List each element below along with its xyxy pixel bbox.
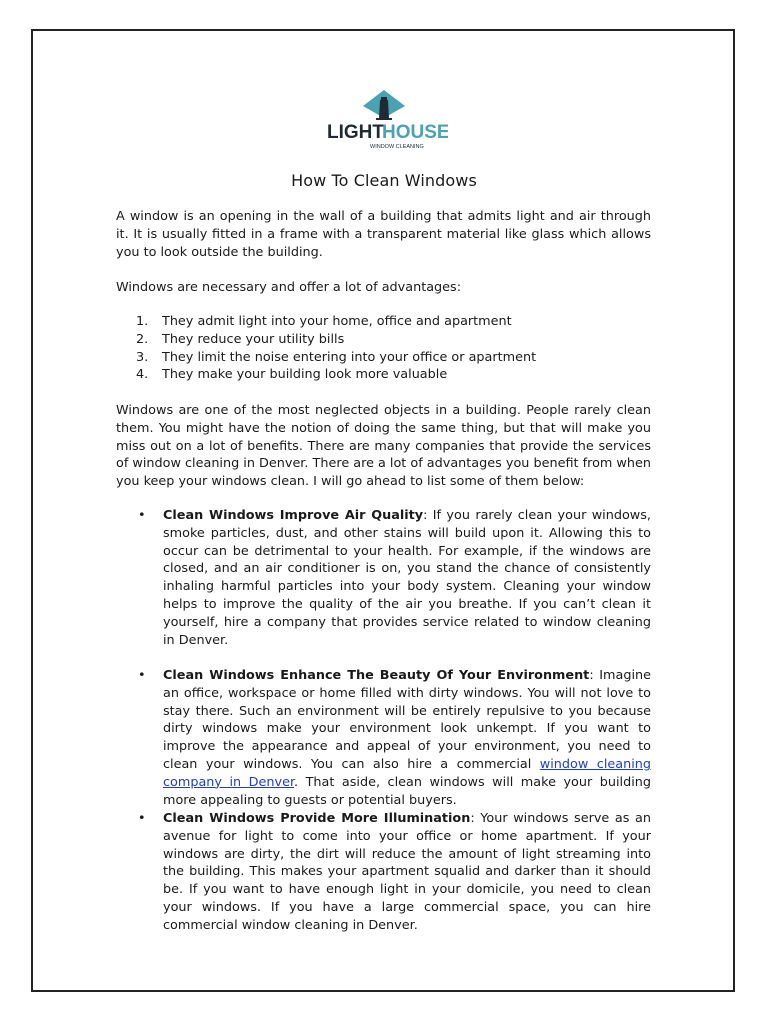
benefit-air-quality bbox=[163, 507, 651, 649]
bullet-icon: • bbox=[138, 668, 146, 683]
benefit-text-after-link: . That aside, clean windows will make your building more appealing to guests or potential buyers. bbox=[163, 774, 651, 808]
bullet-icon: • bbox=[138, 508, 146, 523]
list-text: They limit the noise entering into your office or apartment bbox=[162, 349, 537, 365]
benefit-illumination bbox=[163, 810, 651, 935]
advantages-lead: Windows are necessary and offer a lot of advantages: bbox=[116, 280, 462, 295]
logo-tagline: WINDOW CLEANING bbox=[370, 144, 424, 150]
benefit-heading: Clean Windows Improve Air Quality bbox=[163, 508, 424, 523]
logo-word-light: LIGHT bbox=[327, 122, 384, 143]
benefit-heading: Clean Windows Provide More Illumination bbox=[163, 811, 471, 826]
list-number: 3. bbox=[136, 349, 149, 365]
lighthouse-icon bbox=[320, 88, 448, 154]
list-text: They make your building look more valuable bbox=[162, 367, 448, 383]
list-item bbox=[136, 349, 536, 367]
list-number: 4. bbox=[136, 367, 149, 383]
list-item bbox=[136, 331, 536, 349]
list-item bbox=[136, 313, 536, 331]
advantages-list bbox=[136, 313, 536, 384]
list-text: They admit light into your home, office and apartment bbox=[162, 314, 512, 329]
intro-paragraph: A window is an opening in the wall of a building that admits light and air through it. It is usually fitted in a frame with a transparent material like glass which allows you to look outside the building. bbox=[116, 209, 651, 260]
benefit-beauty bbox=[163, 667, 651, 809]
neglected-paragraph: Windows are one of the most neglected objects in a building. People rarely clean them. You might have the notion of doing the same thing, but that will make you miss out on a lot of benefits. There are many companies that provide the services of window cleaning in Denver. There are a lot of advantages you benefit from when you keep your windows clean. I will go ahead to list some of them below: bbox=[116, 403, 651, 490]
benefit-text: : If you rarely clean your windows, smoke particles, dust, and other stains will build upon it. Allowing this to occur can be detrimental to your health. For example, if the windows are closed, and an air conditioner is on, you stand the chance of consistently inhaling harmful particles into your body system. Cleaning your window helps to improve the quality of the air you breathe. If you can’t clean it yourself, hire a company that provides service related to window cleaning in Denver. bbox=[163, 508, 651, 648]
list-number: 2. bbox=[136, 331, 149, 347]
benefit-heading: Clean Windows Enhance The Beauty Of Your Environment bbox=[163, 668, 590, 683]
list-number: 1. bbox=[136, 314, 149, 329]
bullet-icon: • bbox=[138, 811, 146, 826]
benefit-text: : Imagine an office, workspace or home filled with dirty windows. You will not love to stay there. Such an environment will be entirely repulsive to you because dirty windows make your environment look unkempt. If you want to improve the appearance and appeal of your environment, you need to clean your windows. You can also hire a commercial bbox=[163, 668, 652, 772]
list-text: They reduce your utility bills bbox=[162, 331, 345, 347]
lighthouse-logo bbox=[320, 88, 448, 154]
benefit-text: : Your windows serve as an avenue for light to come into your office or home apartment. If your windows are dirty, the dirt will reduce the amount of light streaming into the building. This makes your apartment squalid and darker than it should be. If you want to have enough light in your domicile, you need to clean your windows. If you have a large commercial space, you can hire commercial window cleaning in Denver. bbox=[163, 811, 651, 933]
list-item bbox=[136, 366, 536, 384]
denver-company-link[interactable]: window cleaning company in Denver bbox=[163, 756, 652, 790]
document-title: How To Clean Windows bbox=[291, 171, 477, 190]
logo-word-house: HOUSE bbox=[382, 122, 448, 143]
